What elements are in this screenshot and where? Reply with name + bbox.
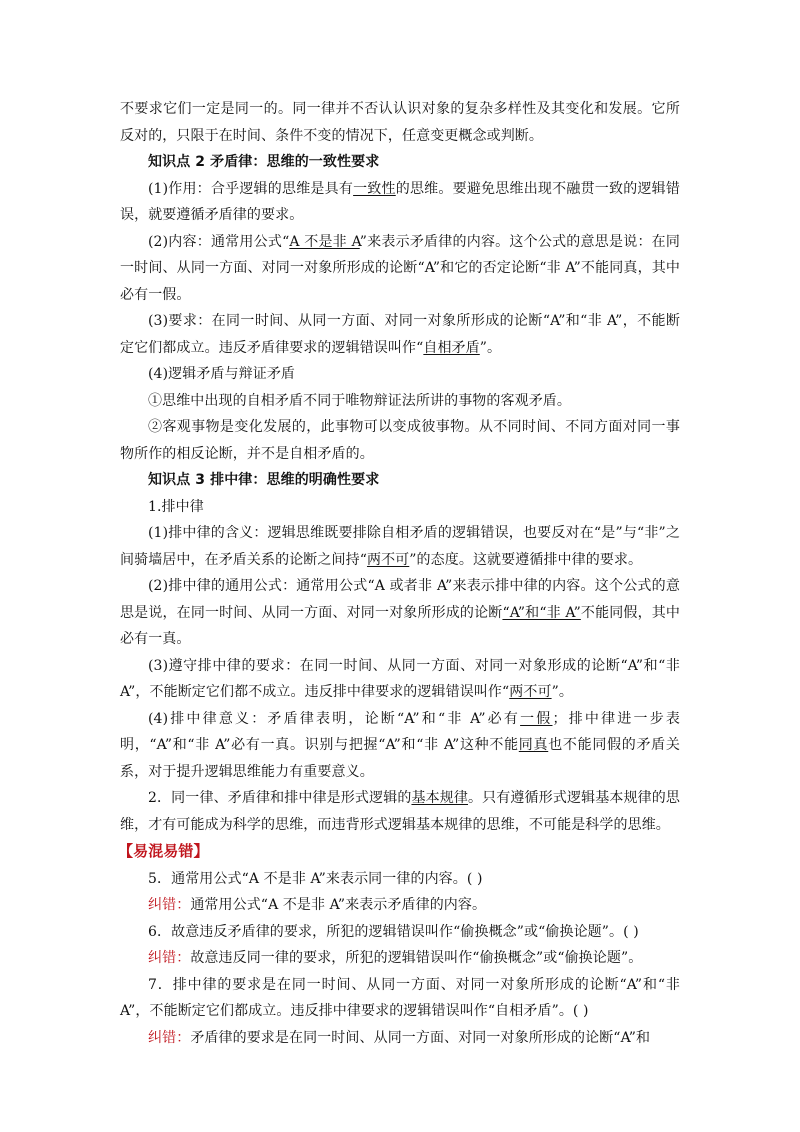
kp2-item-3 (120, 308, 680, 361)
kp2-3-text-b: ”。 (479, 339, 502, 356)
kp3-3-text-a: (3)遵守排中律的要求：在同一时间、从同一方面、对同一对象形成的论断“A”和“非 A”，不能断定它们都不成立。违反排中律要求的逻辑错误叫作“ (120, 657, 680, 700)
question-6: 6．故意违反矛盾律的要求，所犯的逻辑错误叫作“偷换概念”或“偷换论题”。( ) (148, 923, 639, 940)
kp2-1-text-b: 的思维。要避免思维出现不融贯一致的逻辑错误，就要遵循矛盾律的要求。 (120, 180, 680, 223)
kp3-4-text-a: (4)排中律意义：矛盾律表明，论断“A”和“非 A”必有 (148, 710, 521, 727)
correction-5 (120, 892, 680, 919)
correction-5-text: 通常用公式“A 不是非 A”来表示矛盾律的内容。 (190, 897, 487, 913)
correction-7 (120, 1025, 680, 1052)
kp2-item-4-2: ②客观事物是变化发展的，此事物可以变成彼事物。从不同时间、不同方面对同一事物所作的相反论断，并不是自相矛盾的。 (120, 419, 680, 462)
correction-6-text: 故意违反同一律的要求，所犯的逻辑错误叫作“偷换概念”或“偷换论题”。 (190, 950, 643, 966)
correction-label: 纠错： (148, 950, 191, 966)
kp3-item-3 (120, 653, 680, 706)
confusion-title: 【易混易错】 (118, 842, 209, 860)
kp2-2-text-a: (2)内容：通常用公式“ (148, 233, 290, 250)
kp3-4-text-c: 也不能同假的矛盾关系，对于提升逻辑思维能力有重要意义。 (120, 737, 680, 780)
kp3-2-text-b: 不能同假，其中必有一真。 (120, 604, 680, 647)
kp2-item-2 (120, 229, 680, 309)
kp3-5-text-a: 2．同一律、矛盾律和排中律是形式逻辑的 (148, 790, 412, 806)
correction-7-text: 矛盾律的要求是在同一时间、从同一方面、对同一对象所形成的论断“A”和 (190, 1029, 651, 1046)
kp2-3-key-term: 自相矛盾 (423, 339, 480, 356)
kp3-2-text-a: (2)排中律的通用公式：通常用公式“A 或者非 A”来表示排中律的内容。这个公式的意思是说，在同一时间、从同一方面、对同一对象所形成的论断 (120, 578, 680, 621)
correction-6 (120, 945, 680, 972)
kp2-2-key-term: A 不是非 A (289, 233, 360, 250)
question-5: 5．通常用公式“A 不是非 A”来表示同一律的内容。( ) (148, 870, 483, 887)
kp3-item-5 (120, 785, 680, 838)
kp3-5-key-term: 基本规律 (411, 790, 469, 806)
kp3-item-4 (120, 706, 680, 786)
heading-knowledge-point-3 (120, 467, 680, 494)
correction-label: 纠错： (148, 1029, 191, 1046)
kp2-2-text-b: ”来表示矛盾律的内容。这个公式的意思是说：在同一时间、从同一方面、对同一对象所形成的论断“A”和它的否定论断“非 A”不能同真，其中必有一假。 (120, 233, 680, 303)
kp2-1-key-term: 一致性 (353, 180, 396, 197)
kp3-1-text-a: (1)排中律的含义：逻辑思维既要排除自相矛盾的逻辑错误，也要反对在“是”与“非”之间骑墙居中，在矛盾关系的论断之间持“ (120, 525, 680, 568)
kp2-3-text-a: (3)要求：在同一时间、从同一方面、对同一对象所形成的论断“A”和“非 A”，不能断定它们都成立。违反矛盾律要求的逻辑错误叫作“ (120, 313, 680, 356)
kp3-subheading: 1.排中律 (148, 498, 204, 515)
section-confusion-title (120, 838, 680, 866)
kp2-title: 知识点 2 矛盾律：思维的一致性要求 (148, 154, 380, 170)
kp3-item-2 (120, 573, 680, 653)
kp3-title: 知识点 3 排中律：思维的明确性要求 (148, 472, 380, 488)
question-7: 7．排中律的要求是在同一时间、从同一方面、对同一对象所形成的论断“A”和“非 A”，不能断定它们都成立。违反排中律要求的逻辑错误叫作“自相矛盾”。( ) (120, 976, 680, 1019)
kp3-3-key-term: 两不可 (509, 684, 552, 700)
kp3-5-text-b: 。只有遵循形式逻辑基本规律的思维，才有可能成为科学的思维，而违背形式逻辑基本规律的思维，不可能是科学的思维。 (120, 790, 680, 833)
document-body (120, 96, 680, 1051)
kp2-item-1 (120, 176, 680, 229)
kp3-4-text-b: ；排中律进一步表明，“A”和“非 A”必有一真。识别与把握“A”和“非 A”这种不能 (120, 710, 680, 753)
kp3-1-key-term: 两不可 (366, 551, 410, 568)
kp3-2-key-term: “A”和“非 A” (502, 604, 581, 621)
kp2-item-4-1: ①思维中出现的自相矛盾不同于唯物辩证法所讲的事物的客观矛盾。 (148, 392, 571, 409)
kp3-4-key-term-1: 一假 (520, 710, 553, 727)
kp3-4-key-term-2: 同真 (518, 737, 549, 753)
kp2-1-text-a: (1)作用：合乎逻辑的思维是具有 (148, 180, 354, 197)
kp3-1-text-b: ”的态度。这就要遵循排中律的要求。 (409, 551, 643, 568)
heading-knowledge-point-2 (120, 149, 680, 176)
kp3-3-text-b: ”。 (551, 684, 573, 700)
kp3-item-1 (120, 520, 680, 573)
paragraph-identity-law-tail: 不要求它们一定是同一的。同一律并不否认认识对象的复杂多样性及其变化和发展。它所反对的，只限于在时间、条件不变的情况下，任意变更概念或判断。 (120, 101, 680, 144)
correction-label: 纠错： (148, 897, 191, 913)
kp2-item-4: (4)逻辑矛盾与辩证矛盾 (148, 366, 296, 382)
